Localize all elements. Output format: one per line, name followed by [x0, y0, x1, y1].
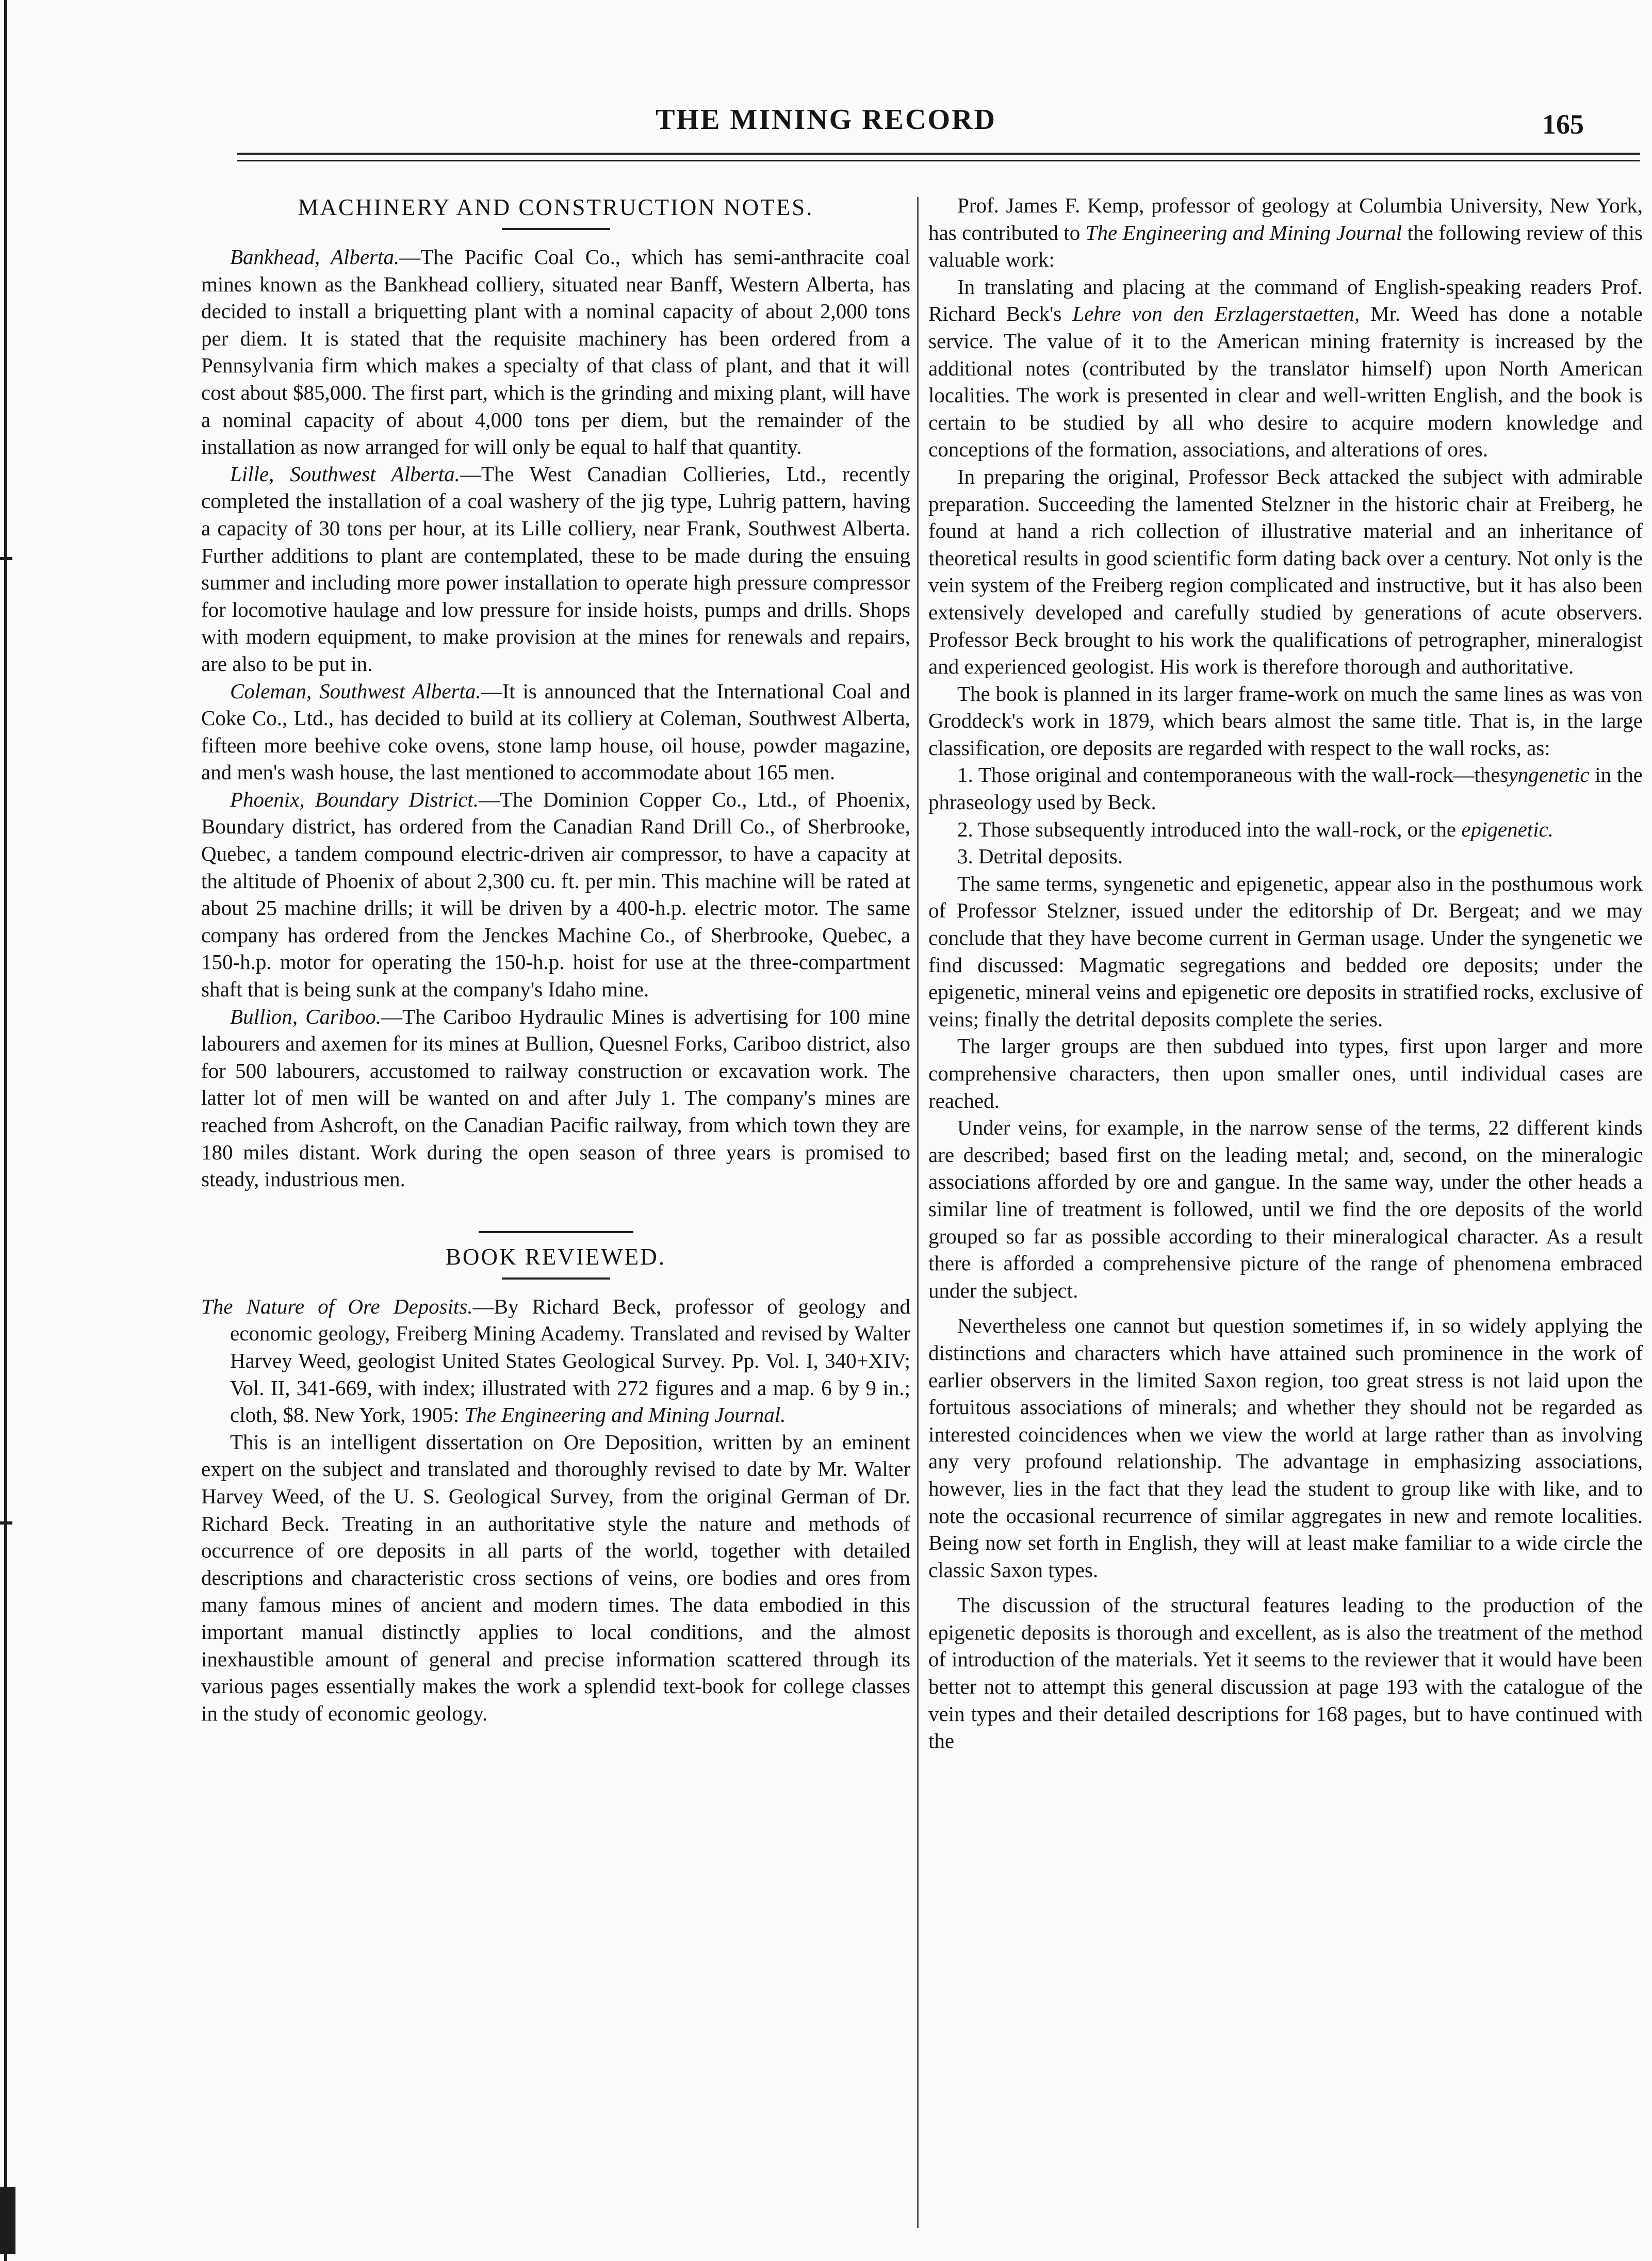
left-column [201, 192, 910, 1727]
header-rule-bottom [237, 160, 1640, 161]
item-text: in the phraseology used by Beck. [928, 763, 1643, 814]
intro-text: the following review of this valuable work: [928, 220, 1643, 272]
citation-publisher: The Engineering and Mining Journal. [464, 1403, 786, 1427]
term: syngenetic [1500, 763, 1590, 787]
note-text: —The Cariboo Hydraulic Mines is advertising for 100 mine labourers and axemen for its mines at Bullion, Quesnel Forks, Cariboo district, also for 500 labourers, accustomed to railway construction or excavation work. The latter lot of men will be wanted on and after July 1. The company's mines are reached from Ashcroft, on the Canadian Pacific railway, from which town they are 180 miles distant. Work during the open season of three years is promised to steady, industrious men. [201, 1004, 910, 1191]
machinery-note [201, 461, 910, 678]
book-title: The Nature of Ore Deposits. [201, 1294, 473, 1318]
original-title: Lehre von den Erzlagerstaetten, [1072, 302, 1360, 326]
review-paragraph: In preparing the original, Professor Beck attacked the subject with admirable preparation. Succeeding the lamented Stelzner in the historic chair at Freiberg, he found at hand a rich collection of illustrative material and an inheritance of theoretical results in good scientific form dating back over a century. Not only is the vein system of the Freiberg region complicated and instructive, but it has also been extensively developed and carefully studied by generations of acute observers. Professor Beck brought to his work the qualifications of petrographer, mineralogist and experienced geologist. His work is therefore thorough and authoritative. [928, 464, 1643, 679]
kemp-intro [928, 192, 1643, 273]
classification-item: 3. Detrital deposits. [957, 844, 1123, 869]
page-number: 165 [1542, 109, 1584, 140]
review-paragraph: This is an intelligent dissertation on Ore Deposition, written by an eminent expert on the subject and translated and thoroughly revised to date by Mr. Walter Harvey Weed, of the U. S. Geological Survey, from the original German of Dr. Richard Beck. Treating in an authoritative style the nature and methods of occurrence of ore deposits in all parts of the world, together with detailed descriptions and characteristic cross sections of veins, ore bodies and ores from many famous mines of ancient and modern times. The data embodied in this important manual distinctly applies to local conditions, and the almost inexhaustible amount of general and precise information scattered through its various pages essentially makes the work a splendid text-book for college classes in the study of economic geology. [201, 1430, 910, 1725]
note-place: Lille, Southwest Alberta. [230, 462, 460, 486]
review-paragraph [928, 273, 1643, 463]
heading-rule [502, 1277, 610, 1280]
page-edge-binding [4, 0, 7, 2261]
machinery-heading: MACHINERY AND CONSTRUCTION NOTES. [298, 194, 814, 220]
binding-mark [0, 2187, 15, 2254]
book-citation [201, 1293, 910, 1429]
term: epigenetic. [1461, 817, 1554, 841]
note-place: Bankhead, Alberta. [230, 245, 400, 269]
review-paragraph: Under veins, for example, in the narrow sense of the terms, 22 different kinds are described; based first on the leading metal; and, second, on the mineralogic associations afforded by ore and gangue. In the same way, under the other heads a similar line of treatment is followed, until we find the ore deposits of the world grouped so far as possible according to their mineralogical character. As a result there is afforded a comprehensive picture of the range of phenomena embraced under the subject. [928, 1116, 1643, 1302]
machinery-note [201, 678, 910, 786]
review-paragraph: The same terms, syngenetic and epigenetic, appear also in the posthumous work of Professor Stelzner, issued under the editorship of Dr. Bergeat; and we may conclude that they have become current in German usage. Under the syngenetic we find discussed: Magmatic segregations and bedded ore deposits; under the epigenetic, mineral veins and epigenetic ore deposits in stratified rocks, exclusive of veins; finally the detrital deposits complete the series. [928, 871, 1643, 1031]
citation-text: —By Richard Beck, professor of geology and economic geology, Freiberg Mining Academy. Translated and revised by Walter Harvey Weed, geologist United States Geological Survey. Pp. Vol. I, 340+XIV; Vol. II, 341-669, with index; illustrated with 272 figures and a map. 6 by 9 in.; cloth, $8. New York, 1905: [230, 1294, 910, 1427]
note-place: Bullion, Cariboo. [230, 1004, 382, 1028]
review-paragraph: The larger groups are then subdued into types, first upon larger and more comprehensive characters, then upon smaller ones, until individual cases are reached. [928, 1034, 1643, 1112]
paragraph-text: Mr. Weed has done a notable service. The value of it to the American mining fraternity is increased by the additional notes (contributed by the translator himself) upon North American localities. The work is presented in clear and well-written English, and the book is certain to be studied by all who desire to acquire modern knowledge and conceptions of the formation, associations, and alterations of ores. [928, 302, 1643, 462]
note-text: —It is announced that the International Coal and Coke Co., Ltd., has decided to build at its colliery at Coleman, Southwest Alberta, fifteen more beehive coke ovens, stone lamp house, oil house, powder magazine, and men's wash house, the last mentioned to accommodate about 165 men. [201, 679, 910, 784]
binding-mark [0, 1521, 12, 1525]
review-paragraph: The book is planned in its larger frame-work on much the same lines as was von Groddeck's work in 1879, which bears almost the same title. That is, in the large classification, ore deposits are regarded with respect to the wall rocks, as: [928, 681, 1643, 760]
note-text: —The West Canadian Collieries, Ltd., recently completed the installation of a coal washery of the jig type, Luhrig pattern, having a capacity of 30 tons per hour, at its Lille colliery, near Frank, Southwest Alberta. Further additions to plant are contemplated, these to be made during the ensuing summer and including more power installation to operate high pressure compressor for locomotive haulage and low pressure for inside hoists, pumps and drills. Shops with modern equipment, to make provision at the mines for renewals and repairs, are also to be put in. [201, 462, 910, 676]
item-text: 1. Those original and contemporaneous with the wall-rock—the [957, 763, 1500, 787]
heading-rule [502, 228, 610, 230]
journal-name: The Engineering and Mining Journal [1085, 220, 1402, 244]
book-heading: BOOK REVIEWED. [446, 1243, 666, 1270]
header-rule-top [237, 153, 1640, 155]
note-text: —The Pacific Coal Co., which has semi-anthracite coal mines known as the Bankhead colliery, situated near Banff, Western Alberta, has decided to install a briquetting plant with a nominal capacity of about 2,000 tons per diem. It is stated that the requisite machinery has been ordered from a Pennsylvania firm which makes a specialty of that class of plant, and that it will cost about $85,000. The first part, which is the grinding and mixing plant, will have a nominal capacity of about 4,000 tons per diem, but the remainder of the installation as now arranged for will only be equal to half that quantity. [201, 245, 910, 459]
review-paragraph: Nevertheless one cannot but question sometimes if, in so widely applying the distinctions and characters which have attained such prominence in the work of earlier observers in the limited Saxon region, too great stress is not laid upon the fortuitous associations of minerals; and whether they should not be regarded as interested coincidences when we view the world at large rather than as involving any very profound relationship. The advantage in emphasizing associations, however, lies in the fact that they lead the student to group like with like, and to note the occasional recurrence of similar aggregates in new and remote localities. Being now set forth in English, they will at least make familiar to a wide circle the classic Saxon types. [928, 1314, 1643, 1582]
machinery-note [201, 243, 910, 461]
section-rule [479, 1231, 633, 1233]
item-text: 2. Those subsequently introduced into the wall-rock, or the [957, 817, 1457, 841]
machinery-note [201, 1003, 910, 1193]
note-text: —The Dominion Copper Co., Ltd., of Phoenix, Boundary district, has ordered from the Canadian Rand Drill Co., of Sherbrooke, Quebec, a tandem compound electric-driven air compressor, to have a capacity at the altitude of Phoenix of about 2,300 cu. ft. per min. This machine will be rated at about 25 machine drills; it will be driven by a 400-h.p. electric motor. The same company has ordered from the Jenckes Machine Co., of Sherbrooke, Quebec, a 150-h.p. motor for operating the 150-h.p. hoist for use at the three-compartment shaft that is being sunk at the company's Idaho mine. [201, 787, 910, 1002]
note-place: Coleman, Southwest Alberta. [230, 679, 481, 703]
paragraph-text: In translating and placing at the command of English-speaking readers Prof. Richard Beck's [928, 274, 1643, 326]
note-place: Phoenix, Boundary District. [230, 787, 479, 811]
running-title: THE MINING RECORD [656, 104, 996, 136]
right-column [928, 192, 1643, 1755]
review-paragraph: The discussion of the structural features leading to the production of the epigenetic deposits is thorough and excellent, as is also the treatment of the method of introduction of the materials. Yet it seems to the reviewer that it would have been better not to attempt this general discussion at page 193 with the catalogue of the vein types and their detailed descriptions for 168 pages, but to have continued with the [928, 1593, 1643, 1753]
intro-text: Prof. James F. Kemp, professor of geology at Columbia University, New York, has contributed to [928, 193, 1643, 244]
classification-item [928, 761, 1643, 815]
column-divider [917, 197, 919, 2228]
section-spacer [201, 1193, 910, 1218]
machinery-note [201, 786, 910, 1003]
binding-mark [0, 557, 12, 560]
classification-item [928, 816, 1643, 843]
